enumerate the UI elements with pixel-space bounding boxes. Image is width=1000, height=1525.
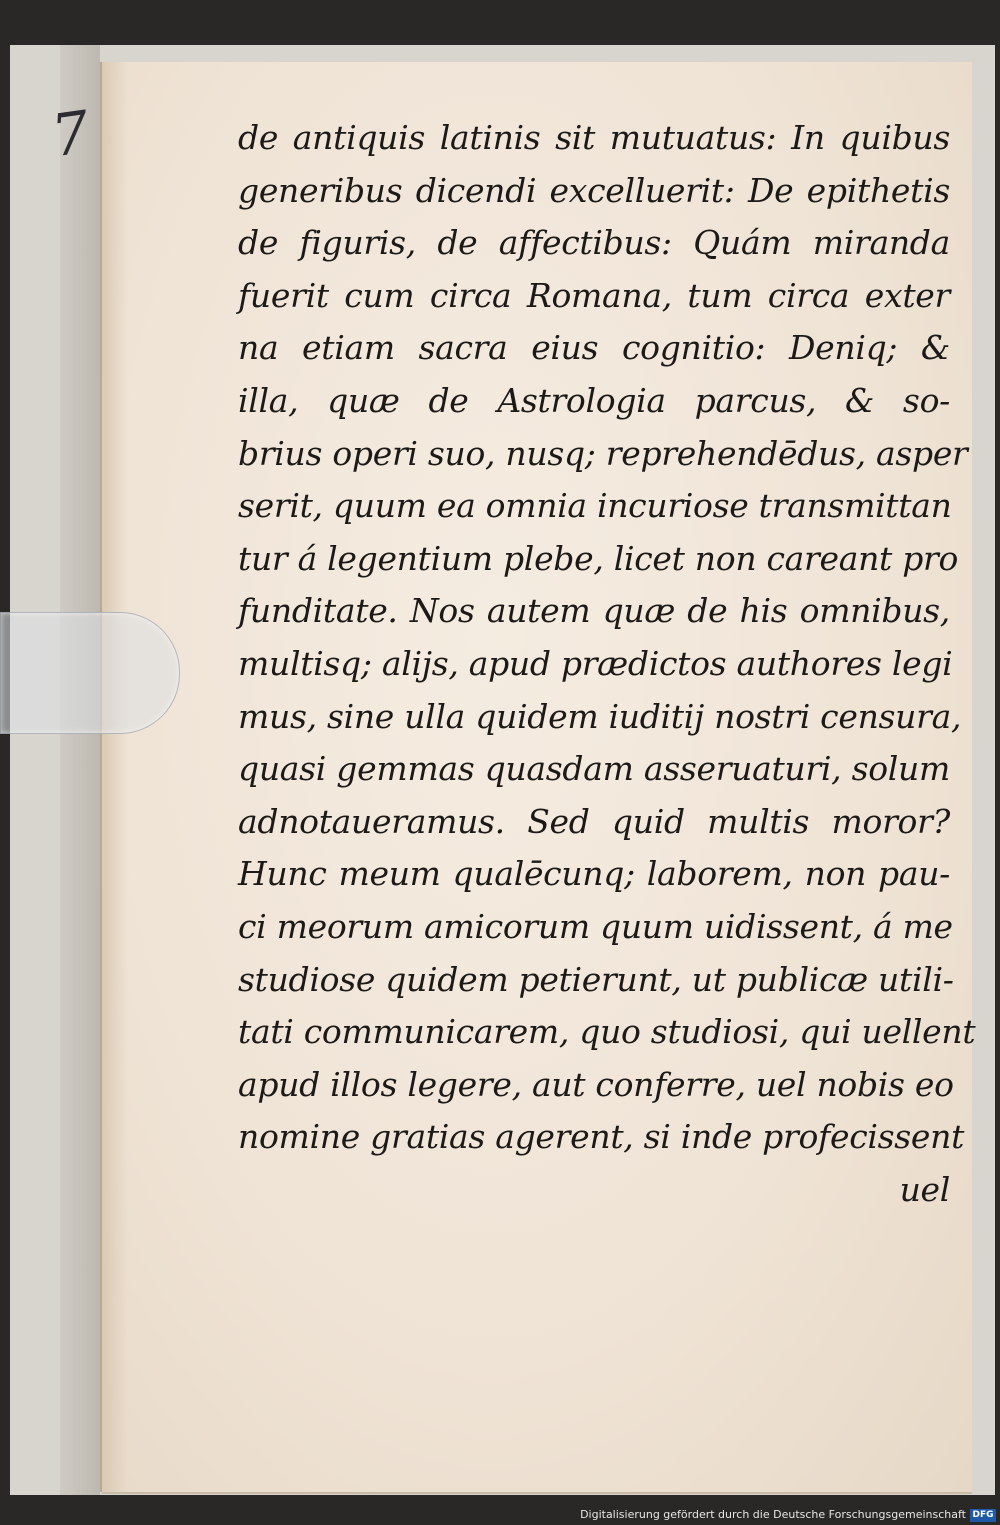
digitization-credit: Digitalisierung gefördert durch die Deutsche Forschungsgemeinschaft: [580, 1508, 966, 1521]
text-line: serit, quum ea omnia incuriose transmittan: [238, 486, 952, 526]
text-line: ci meorum amicorum quum uidissent, á me: [238, 906, 953, 946]
handwritten-margin-mark: 7: [47, 97, 94, 171]
text-line: tur á legentium plebe, licet non careant pro: [238, 538, 959, 578]
text-line: brius operi suo, nusq; reprehendēdus, asper: [238, 433, 968, 473]
page-text-block: [238, 112, 976, 1216]
transparent-page-clip: [0, 612, 180, 734]
text-line: generibus dicendi excelluerit: De epithetis: [238, 170, 950, 210]
page-gutter-shade: [102, 62, 128, 1492]
text-line: uel: [899, 1169, 950, 1209]
text-line: de figuris, de affectibus: Quám miranda: [238, 223, 950, 263]
text-line: fuerit cum circa Romana, tum circa exter: [238, 275, 950, 315]
text-line: funditate. Nos autem quæ de his omnibus,: [238, 591, 950, 631]
dfg-logo: DFG: [970, 1509, 996, 1522]
binding-shadow: [60, 45, 100, 1495]
text-line: Hunc meum qualēcunq; laborem, non pau-: [238, 854, 950, 894]
text-line: mus, sine ulla quidem iuditij nostri censura,: [238, 696, 962, 736]
text-line: nomine gratias agerent, si inde profecissent: [238, 1117, 965, 1157]
text-line: multisq; alijs, apud prædictos authores legi: [238, 643, 953, 683]
text-line: studiose quidem petierunt, ut publicæ utili-: [238, 959, 954, 999]
text-line: apud illos legere, aut conferre, uel nobis eo: [238, 1064, 954, 1104]
text-line: na etiam sacra eius cognitio: Deniq; &: [238, 328, 950, 368]
text-line: illa, quæ de Astrologia parcus, & so-: [238, 380, 950, 420]
text-line: de antiquis latinis sit mutuatus: In quibus: [238, 118, 950, 157]
text-line: adnotaueramus. Sed quid multis moror?: [238, 801, 950, 841]
text-line: tati communicarem, quo studiosi, qui uellent: [238, 1012, 976, 1052]
text-line: quasi gemmas quasdam asseruaturi, solum: [238, 749, 950, 789]
